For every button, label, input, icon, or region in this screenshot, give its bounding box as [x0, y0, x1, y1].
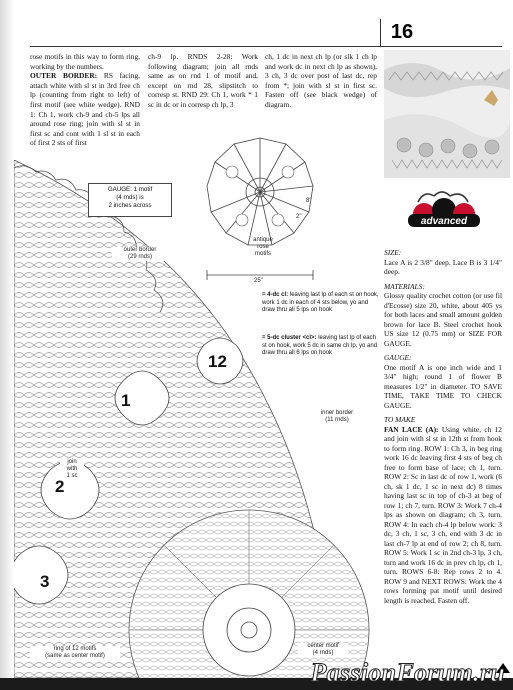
instructions-column	[384, 248, 502, 605]
fan-lace-heading: FAN LACE (A):	[384, 424, 439, 434]
text-column-3	[265, 52, 377, 110]
schematic-8in-label: 8"	[306, 198, 312, 204]
gauge-text: One motif A is one inch wide and 1 3/4" high; round 1 of flower B measures 1/2" in diameter. TO SAVE TIME, TAKE TIME TO CHECK GAUGE.	[384, 362, 502, 410]
page-number: 16	[390, 21, 414, 43]
lace-photo	[384, 50, 510, 178]
schematic-antique-rose-label: antique rose motifs	[253, 237, 273, 257]
join-label: join with 1 sc	[60, 459, 84, 480]
schematic-2in-label: 2"	[296, 214, 302, 220]
col3-text: ch, 1 dc in next ch lp (or slk 1 ch lp and work dc in next ch lp as shown), 3 ch, 3 dc over post of last dc, rep from *; join with sl st in first sc. Fasten off (see black wedge) of diagram.	[265, 52, 377, 109]
gauge-heading: GAUGE:	[384, 353, 412, 362]
page-binding-shadow	[0, 0, 14, 690]
motif-number-12: 12	[208, 352, 227, 371]
header-rule	[30, 46, 502, 47]
outer-border-label: outer border (29 rnds)	[112, 247, 168, 261]
fan-lace-paragraph	[384, 425, 502, 606]
advanced-logo-text: advanced	[420, 216, 468, 227]
col2-text: ch-9 lp. RNDS 2-28: Work following diagram; join all rnds same as on rnd 1 of motif and, except on rnd 28, slipstitch to corresp st. RND 29: Ch 1, work * 1 sc in dc or in corresp ch lp, 3	[148, 52, 258, 109]
legend-4dc-cl	[262, 292, 380, 315]
text-column-1	[30, 52, 140, 148]
outer-border-heading: OUTER BORDER:	[30, 71, 98, 81]
size-heading: SIZE:	[384, 248, 402, 257]
to-make-heading: TO MAKE	[384, 415, 416, 424]
header-divider	[380, 19, 381, 46]
watermark-text: PassionForum.ru	[310, 658, 505, 687]
advanced-logo	[404, 188, 484, 240]
legend-4dc-cl-text: leaving last lp of each st on hook, work 1 dc in each of 4 sts below, yo and draw thru all 5 lps on hook	[262, 292, 379, 314]
text-column-2	[148, 52, 258, 110]
fan-lace-text: Using white, ch 12 and join with sl st in 12th st from hook to form ring. ROW 1: Ch 3, in beg ring work 16 dc leaving first 4 sts of beg ch free to form base of lace; ch 1, turn. ROW 2: Sc in last dc of row 1, work (6 ch, sk 1 dc, 1 sc in next dc) 8 times having last sc in top of ch-3 at beg of row 1; ch 7, turn. ROW 3: Work 7 ch-4 lps as shown on diagram; ch 3, turn. ROW 4: In each ch-4 lp below work: 3 dc, 3 ch, 1 sc, 3 ch, end with 3 dc in last ch-7 lp at end of row 2; ch 8, turn. ROW 5: Work 1 sc in 2nd ch-3 lp, 3 ch, turn and work 16 dc in prev ch lp, ch 1, turn. ROWS 6-8: Rep rows 2 to 4. ROW 9 and NEXT ROWS: Work the 4 rows forming pat motif until desired length is reached. Fasten off.	[384, 424, 502, 605]
schematic-25in-label: 25"	[254, 278, 263, 284]
motif-number-1: 1	[121, 391, 131, 410]
size-text: Lace A is 2 3/8" deep. Lace B is 3 1/4" deep.	[384, 257, 502, 276]
lace-photo-image	[384, 50, 510, 178]
gauge-line-3: 2 inches across	[108, 202, 152, 209]
col1-outer-border	[30, 71, 140, 148]
center-motif-label: center motif (4 rnds)	[298, 643, 348, 657]
materials-text: Glossy quality crochet cotton (or use fil d'Ecosse) size 20, white, about 405 ys for both laces and small amount golden brown for lace B. Steel crochet hook US size 12 (0.75 mm) or SIZE FOR GAUGE.	[384, 291, 502, 348]
legend-4dc-cl-title: = 4-dc cl:	[262, 292, 289, 298]
inner-border-label: inner border (11 rnds)	[314, 410, 360, 424]
legend-5dc-cluster	[262, 335, 380, 358]
ring-of-motifs-label: ring of 12 motifs (same as center motif)	[30, 646, 120, 660]
gauge-box	[88, 183, 172, 217]
motif-number-3: 3	[40, 572, 50, 591]
gauge-line-1: GAUGE: 1 motif	[107, 186, 153, 193]
gauge-line-2: (4 rnds) is	[116, 194, 144, 201]
legend-5dc-cluster-title: = 5-dc cluster <cl>:	[262, 335, 317, 341]
outer-border-text: RS facing, attach white with sl st in 3rd free ch lp (counting from right to left) of first motif (see white wedge). RND 1: Ch 1, work ch-9 and ch-5 lps all around rose ring; join with sl st in first sc and cont with 1 sl st in each of first 2 sts of first	[30, 71, 140, 148]
legend-5dc-cluster-text: leaving last lp of each st on hook, work 5 dc in same ch lp, yo and draw thru all 6 lps on hook	[262, 335, 378, 357]
col1-intro: rose motifs in this way to form ring, working by the numbers.	[30, 52, 140, 71]
motif-number-2: 2	[55, 477, 65, 496]
materials-heading: MATERIALS:	[384, 281, 425, 291]
